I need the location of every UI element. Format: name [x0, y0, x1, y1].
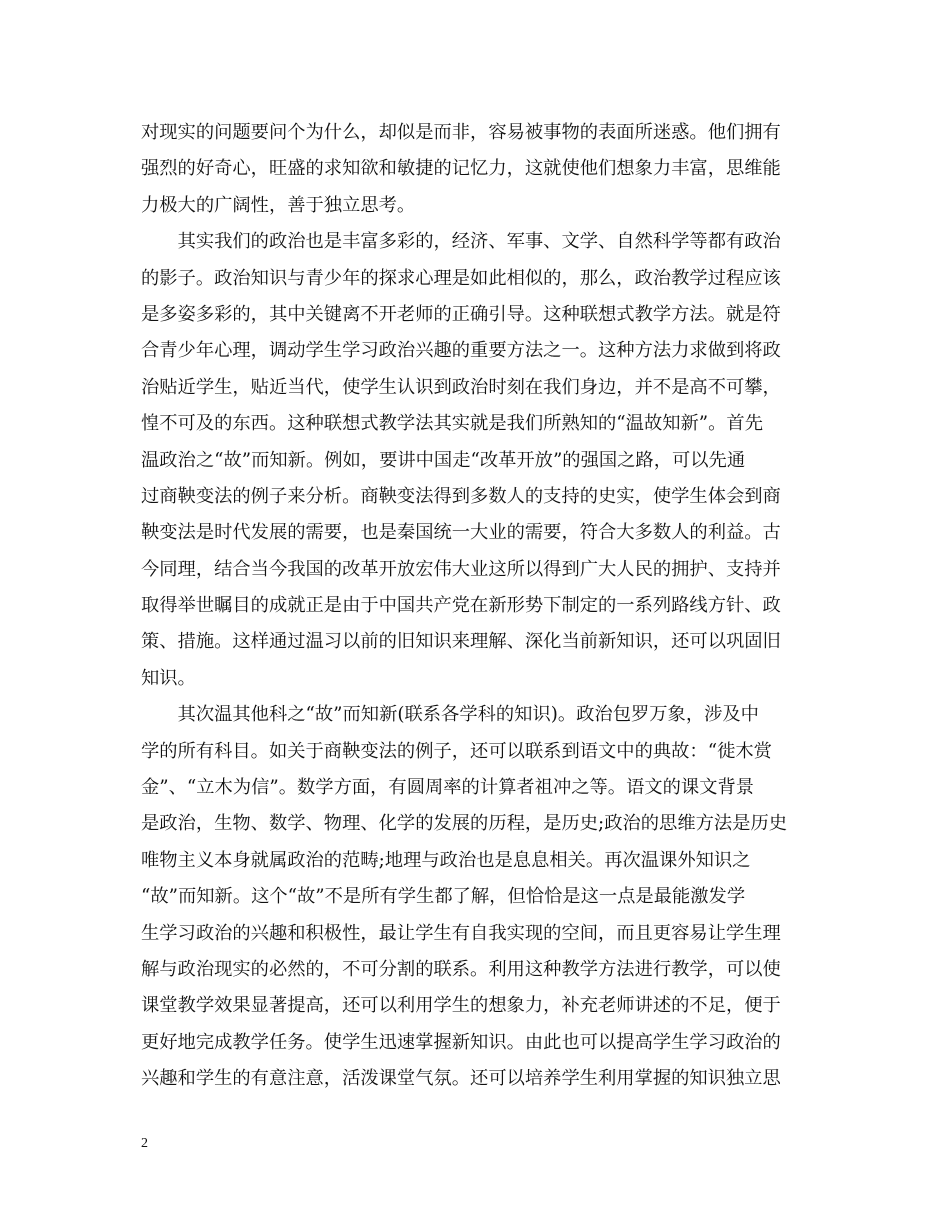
text-line: 金”、“立木为信”。数学方面，有圆周率的计算者祖冲之等。语文的课文背景	[141, 777, 755, 799]
text-line: 过商鞅变法的例子来分析。商鞅变法得到多数人的支持的史实，使学生体会到商	[141, 485, 781, 507]
text-line: 惶不可及的东西。这种联想式教学法其实就是我们所熟知的“温故知新”。首先	[141, 413, 763, 435]
text-line: 强烈的好奇心，旺盛的求知欲和敏捷的记忆力，这就使他们想象力丰富，思维能	[141, 158, 781, 180]
text-line: 解与政治现实的必然的，不可分割的联系。利用这种教学方法进行教学，可以使	[141, 958, 781, 980]
text-line: 是多姿多彩的，其中关键离不开老师的正确引导。这种联想式教学方法。就是符	[141, 303, 781, 325]
text-line: 对现实的问题要问个为什么，却似是而非，容易被事物的表面所迷惑。他们拥有	[141, 122, 781, 143]
text-line: “故”而知新。这个“故”不是所有学生都了解，但恰恰是这一点是最能激发学	[141, 886, 746, 908]
text-line: 力极大的广阔性，善于独立思考。	[141, 194, 416, 216]
body-text	[141, 115, 813, 1098]
text-line: 课堂教学效果显著提高，还可以利用学生的想象力，补充老师讲述的不足，便于	[141, 995, 781, 1017]
text-line: 策、措施。这样通过温习以前的旧知识来理解、深化当前新知识，还可以巩固旧	[141, 631, 781, 653]
text-line: 生学习政治的兴趣和积极性，最让学生有自我实现的空间，而且更容易让学生理	[141, 922, 781, 944]
text-line: 今同理，结合当今我国的改革开放宏伟大业这所以得到广大人民的拥护、支持并	[141, 558, 781, 580]
text-line: 知识。	[141, 667, 196, 689]
text-line: 取得举世瞩目的成就正是由于中国共产党在新形势下制定的一系列路线方针、政	[141, 595, 781, 617]
text-line: 鞅变法是时代发展的需要，也是秦国统一大业的需要，符合大多数人的利益。古	[141, 522, 781, 544]
text-line: 更好地完成教学任务。使学生迅速掌握新知识。由此也可以提高学生学习政治的	[141, 1031, 781, 1053]
text-line: 学的所有科目。如关于商鞅变法的例子，还可以联系到语文中的典故：“徙木赏	[141, 740, 772, 762]
text-line: 的影子。政治知识与青少年的探求心理是如此相似的，那么，政治教学过程应该	[141, 267, 781, 289]
text-line: 其次温其他科之“故”而知新(联系各学科的知识)。政治包罗万象，涉及中	[141, 704, 759, 726]
text-line: 治贴近学生，贴近当代，使学生认识到政治时刻在我们身边，并不是高不可攀，	[141, 376, 781, 398]
text-line: 兴趣和学生的有意注意，活泼课堂气氛。还可以培养学生利用掌握的知识独立思	[141, 1068, 781, 1090]
text-line: 合青少年心理，调动学生学习政治兴趣的重要方法之一。这种方法力求做到将政	[141, 340, 781, 362]
page-number: 2	[141, 1136, 148, 1151]
text-line: 是政治，生物、数学、物理、化学的发展的历程，是历史;政治的思维方法是历史	[141, 813, 788, 835]
text-line: 其实我们的政治也是丰富多彩的，经济、军事、文学、自然科学等都有政治	[141, 231, 781, 253]
text-line: 唯物主义本身就属政治的范畴;地理与政治也是息息相关。再次温课外知识之	[141, 849, 751, 871]
text-line: 温政治之“故”而知新。例如，要讲中国走“改革开放”的强国之路，可以先通	[141, 449, 746, 471]
